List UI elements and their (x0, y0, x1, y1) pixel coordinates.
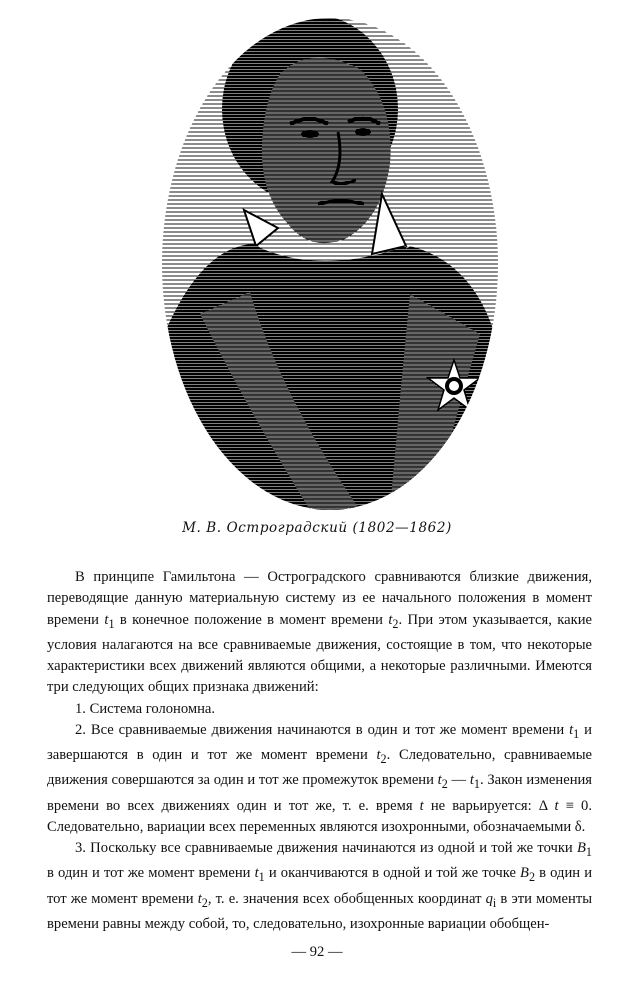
paragraph-item-3: 3. Поскольку все сравниваемые движения начинаются из одной и той же точки $B_1$ в один и тот же момент времени $t_1$ и оканчиваются в одной и той же точке $B_2$ в один и тот же момент времени $t_2$, т. е. значения всех обобщенных координат $q_i$ в эти моменты времени равны между собой, то, следовательно, изохронные вариации обобщен- (47, 840, 593, 932)
body-text (47, 567, 592, 935)
paragraph-item-2: 2. Все сравниваемые движения начинаются в один и тот же момент времени $t_1$ и завершаются в один и тот же момент времени $t_2$. Следовательно, сравниваемые движения совершаются за один и тот же промежуток времени $t_2$ — $t_1$. Закон изменения времени во всех движениях один и тот же, т. е. время t не варьируется: Δ t ≡ 0. Следовательно, вариации всех переменных являются изохронными, обозначаемыми δ. (47, 721, 593, 835)
paragraph-item-1: 1. Система голономна. (75, 700, 216, 717)
page-number: — 92 — (291, 944, 343, 960)
ostrogradsky-portrait (160, 14, 500, 510)
figure-caption: М. В. Остроградский (1802—1862) (182, 520, 452, 536)
paragraph-intro: В принципе Гамильтона — Остроградского сравниваются близкие движения, переводящие данную материальную систему из ее начального положения в момент времени $t_1$ в конечное положение в момент времени $t_2$. При этом указывается, какие условия налагаются на все сравниваемые движения, состоящие в том, что некоторые характеристики всех движений являются общими, а некоторые различными. Имеются три следующих общих признака движений: (47, 569, 592, 696)
